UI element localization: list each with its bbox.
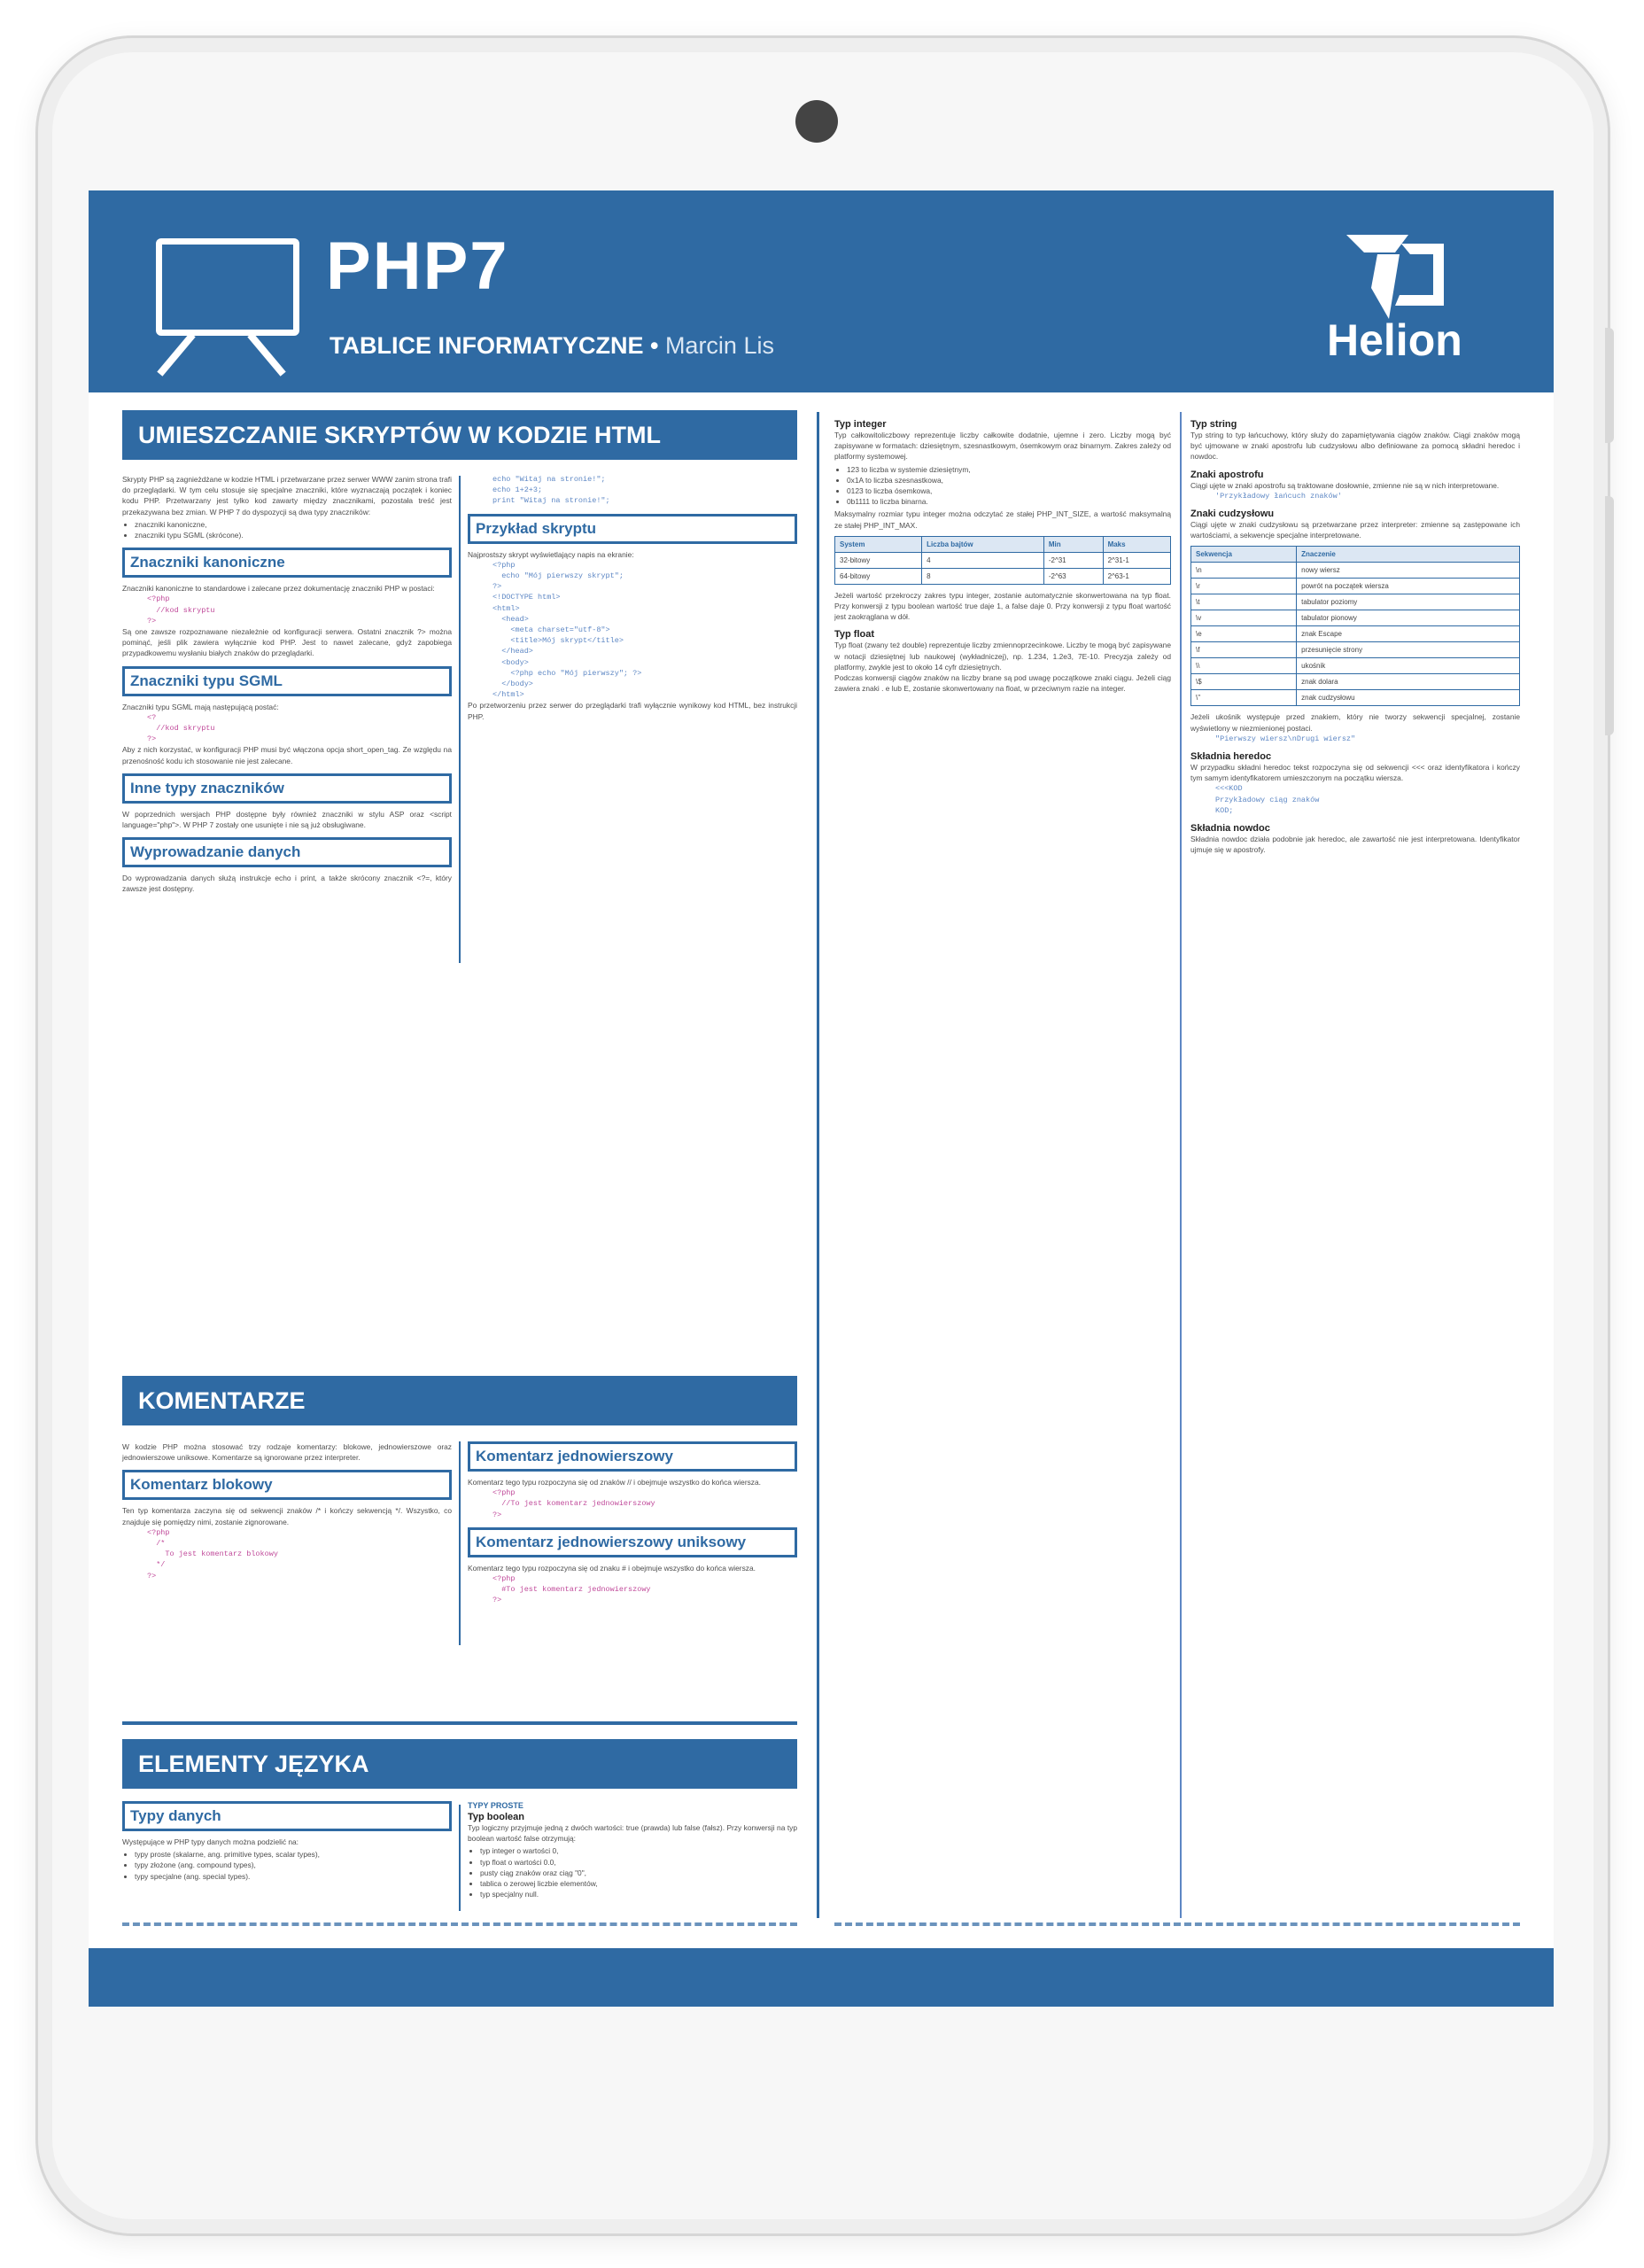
series-name: TABLICE INFORMATYCZNE bbox=[330, 332, 644, 359]
list-item: • typ float o wartości 0.0, bbox=[480, 1857, 797, 1868]
paragraph: Po przetworzeniu przez serwer do przeglądarki trafi wyłącznie wynikowy kod HTML, bez instrukcji PHP. bbox=[468, 701, 797, 721]
paragraph: Składnia nowdoc działa podobnie jak heredoc, ale zawartość nie jest interpretowana. Identyfikator ujmuje się w apostrofy. bbox=[1190, 835, 1520, 855]
code-block: echo "Witaj na stronie!"; echo 1+2+3; print "Witaj na stronie!"; bbox=[492, 475, 610, 506]
column-2 bbox=[468, 474, 797, 722]
side-button bbox=[1605, 496, 1614, 735]
table-cell: \$ bbox=[1191, 674, 1297, 690]
column-2-comments bbox=[468, 1441, 797, 1606]
list-item: • typy specjalne (ang. special types). bbox=[135, 1871, 452, 1882]
page-footer bbox=[89, 1948, 1554, 2007]
paragraph: W poprzednich wersjach PHP dostępne były również znaczniki w stylu ASP oraz <script language="php">. W PHP 7 zostały one usunięte i nie są już obsługiwane. bbox=[122, 809, 452, 830]
paragraph: Występujące w PHP typy danych można podzielić na: bbox=[122, 1837, 299, 1846]
table-cell: 2^63-1 bbox=[1103, 568, 1170, 584]
paragraph: Do wyprowadzania danych służą instrukcje echo i print, a także skrócony znacznik <?=, który zawsze jest dostępny. bbox=[122, 874, 452, 894]
subheading-sgml: Znaczniki typu SGML bbox=[122, 666, 452, 696]
column-2-types bbox=[468, 1801, 797, 1916]
float-heading: Typ float bbox=[834, 629, 875, 641]
column-4 bbox=[1190, 412, 1520, 1909]
paragraph: Maksymalny rozmiar typu integer można odczytać ze stałej PHP_INT_SIZE, a wartość maksymalną ze stałej PHP_INT_MAX. bbox=[834, 509, 1171, 530]
volume-button bbox=[1605, 328, 1614, 443]
paragraph: Aby z nich korzystać, w konfiguracji PHP musi być włączona opcja short_open_tag. Ze względu na przenośność kodu ich stosowanie nie jest zalecane. bbox=[122, 745, 452, 765]
column-3 bbox=[834, 412, 1171, 1909]
intro-text: Skrypty PHP są zagnieżdżane w kodzie HTML i przetwarzane przez serwer WWW zanim strona trafi do przeglądarki. W tym celu stosuje się specjalne znaczniki, które wyznaczają początek i koniec kodu PHP. Przetwarzany jest tylko kod zawarty między znacznikami, pozostała treść jest przekazywana bez zmian. W PHP 7 do dyspozycji są dwa typy znaczników: bbox=[122, 475, 452, 517]
list-item: • 0b1111 to liczba binarna. bbox=[847, 496, 1171, 507]
table-header: Sekwencja bbox=[1191, 547, 1297, 563]
column-1 bbox=[122, 474, 452, 895]
subheading-line-comment: Komentarz jednowierszowy bbox=[468, 1441, 797, 1472]
page-subtitle bbox=[330, 332, 774, 360]
paragraph: Znaczniki kanoniczne to standardowe i zalecane przez dokumentację znaczniki PHP w postaci: bbox=[122, 584, 435, 594]
table-row bbox=[1191, 690, 1520, 706]
paragraph: Jeżeli ukośnik występuje przed znakiem, który nie tworzy sekwencji specjalnej, zostanie wyświetlony w niezmienionej postaci. bbox=[1190, 712, 1520, 733]
section-title-comments: KOMENTARZE bbox=[122, 1376, 797, 1425]
paragraph: Typ string to typ łańcuchowy, który służy do zapamiętywania ciągów znaków. Ciągi znaków mogą być ujmowane w znaki apostrofu lub cudzysłowu albo definiowane za pomocą składni heredoc i nowdoc. bbox=[1190, 431, 1520, 462]
column-divider bbox=[459, 1441, 461, 1645]
boolean-list bbox=[480, 1845, 797, 1899]
table-header: Znaczenie bbox=[1297, 547, 1520, 563]
list-item: • znaczniki typu SGML (skrócone). bbox=[135, 530, 452, 540]
code-block: <?php #To jest komentarz jednowierszowy ?> bbox=[492, 1574, 651, 1605]
code-block: 'Przykładowy łańcuch znaków' bbox=[1215, 491, 1342, 501]
list-item: • typ specjalny null. bbox=[480, 1889, 797, 1899]
code-block: <?php //kod skryptu ?> bbox=[147, 594, 215, 625]
section-title-language-elements: ELEMENTY JĘZYKA bbox=[122, 1739, 797, 1789]
paragraph: Komentarz tego typu rozpoczyna się od znaków // i obejmuje wszystko do końca wiersza. bbox=[468, 1478, 761, 1487]
subheading-canonical: Znaczniki kanoniczne bbox=[122, 548, 452, 578]
code-block: <?php echo "Mój pierwszy skrypt"; ?> bbox=[492, 560, 624, 592]
string-heading: Typ string bbox=[1190, 419, 1237, 430]
table-header: Liczba bajtów bbox=[922, 536, 1044, 552]
integer-heading: Typ integer bbox=[834, 419, 887, 430]
table-row bbox=[835, 568, 1171, 584]
table-header: Maks bbox=[1103, 536, 1170, 552]
table-row bbox=[1191, 563, 1520, 579]
list-item: • 0x1A to liczba szesnastkowa, bbox=[847, 475, 1171, 485]
tag-types-list bbox=[135, 519, 452, 540]
table-row bbox=[835, 552, 1171, 568]
table-cell: \v bbox=[1191, 610, 1297, 626]
column-divider bbox=[1180, 412, 1182, 1918]
section-rule bbox=[122, 1721, 797, 1725]
table-cell: \" bbox=[1191, 690, 1297, 706]
paragraph: W przypadku składni heredoc tekst rozpoczyna się od sekwencji <<< oraz identyfikatora i kończy tym samym identyfikatorem umieszczonym na początku wiersza. bbox=[1190, 763, 1520, 783]
page-divider bbox=[817, 412, 819, 1918]
paragraph: Jeżeli wartość przekroczy zakres typu integer, zostanie automatycznie skonwertowana na typ float. Przy konwersji z typu boolean wartość true daje 1, a false daje 0. Przy konwersji z typu float wartość jest zaokrąglana w dół. bbox=[834, 590, 1171, 622]
paragraph: Ten typ komentarza zaczyna się od sekwencji znaków /* i kończy sekwencją */. Wszystko, co znajduje się pomiędzy nimi, zostanie zignorowane. bbox=[122, 1506, 452, 1526]
table-cell: -2^63 bbox=[1043, 568, 1103, 584]
table-cell: 4 bbox=[922, 552, 1044, 568]
board-leg-left bbox=[157, 332, 195, 377]
paragraph: Znaczniki typu SGML mają następującą postać: bbox=[122, 702, 279, 711]
column-divider bbox=[459, 1805, 461, 1911]
table-row bbox=[1191, 594, 1520, 610]
table-cell: \t bbox=[1191, 594, 1297, 610]
table-cell: nowy wiersz bbox=[1297, 563, 1520, 579]
table-row bbox=[1191, 642, 1520, 658]
paragraph: Typ float (zwany też double) reprezentuje liczby zmiennoprzecinkowe. Liczby te mogą być zapisywane w notacji dziesiętnej lub naukowej (wykładniczej), np. 1.234, 1.2e3, 7E-10. Precyzja zależy od platformy, zwykle jest to około 14 cyfr dziesiętnych. bbox=[834, 641, 1171, 672]
table-cell: tabulator poziomy bbox=[1297, 594, 1520, 610]
table-cell: \e bbox=[1191, 626, 1297, 642]
table-cell: -2^31 bbox=[1043, 552, 1103, 568]
paragraph: Typ logiczny przyjmuje jedną z dwóch wartości: true (prawda) lub false (fałsz). Przy konwersji na typ boolean wartość false otrzymują: bbox=[468, 1823, 797, 1844]
subheading-output: Wyprowadzanie danych bbox=[122, 837, 452, 867]
table-cell: \r bbox=[1191, 579, 1297, 594]
paragraph: Podczas konwersji ciągów znaków na liczby brane są pod uwagę początkowe znaki ciągu. Jeżeli ciąg zawiera znaki . e lub E, zostanie skonwertowany na float, w przeciwnym razie na integer. bbox=[834, 673, 1171, 694]
column-1-types bbox=[122, 1801, 452, 1884]
screen[interactable] bbox=[89, 190, 1554, 2007]
presentation-board-icon bbox=[156, 238, 299, 336]
escape-sequence-table bbox=[1190, 546, 1520, 706]
subheading-data-types: Typy danych bbox=[122, 1801, 452, 1831]
table-cell: przesunięcie strony bbox=[1297, 642, 1520, 658]
subheading-unix-comment: Komentarz jednowierszowy uniksowy bbox=[468, 1527, 797, 1557]
list-item: • typy proste (skalarne, ang. primitive types, scalar types), bbox=[135, 1849, 452, 1860]
heredoc-heading: Składnia heredoc bbox=[1190, 751, 1272, 763]
table-cell: 2^31-1 bbox=[1103, 552, 1170, 568]
paragraph: Ciągi ujęte w znaki apostrofu są traktowane dosłownie, zmienne nie są w nich interpretowane. bbox=[1190, 480, 1500, 490]
table-cell: tabulator pionowy bbox=[1297, 610, 1520, 626]
subheading-block-comment: Komentarz blokowy bbox=[122, 1470, 452, 1500]
author: Marcin Lis bbox=[664, 332, 774, 359]
table-cell: ukośnik bbox=[1297, 658, 1520, 674]
subheading-other-tags: Inne typy znaczników bbox=[122, 773, 452, 804]
table-header: System bbox=[835, 536, 922, 552]
column-divider bbox=[459, 476, 461, 963]
paragraph: Typ całkowitoliczbowy reprezentuje liczby całkowite dodatnie, ujemne i zero. Liczby mogą być zapisywane w formatach: dziesiętnym, szesnastkowym, ósemkowym oraz binarnym. Zakres zależy od platformy systemowej. bbox=[834, 431, 1171, 462]
table-cell: znak cudzysłowu bbox=[1297, 690, 1520, 706]
list-item: • typy złożone (ang. compound types), bbox=[135, 1860, 452, 1870]
table-cell: \f bbox=[1191, 642, 1297, 658]
table-cell: 8 bbox=[922, 568, 1044, 584]
paragraph: Ciągi ujęte w znaki cudzysłowu są przetwarzane przez interpreter: zmienne są zastępowane ich wartościami, a sekwencje specjalne interpretowane. bbox=[1190, 520, 1520, 540]
list-item: • 123 to liczba w systemie dziesiętnym, bbox=[847, 464, 1171, 475]
camera-icon bbox=[795, 100, 838, 143]
types-list bbox=[135, 1849, 452, 1882]
code-block: <<<KOD Przykładowy ciąg znaków KOD; bbox=[1215, 784, 1320, 815]
board-leg-right bbox=[247, 332, 285, 377]
apostrophe-heading: Znaki apostrofu bbox=[1190, 469, 1264, 480]
paragraph: Są one zawsze rozpoznawane niezależnie od konfiguracji serwera. Ostatni znacznik ?> można pominąć, jeśli plik zawiera wyłącznie kod PHP. Jest to nawet zalecane, gdyż zapobiega przypadkowemu wysłaniu białych znaków do przeglądarki. bbox=[122, 627, 452, 658]
code-block: <?php //To jest komentarz jednowierszowy ?> bbox=[492, 1488, 655, 1519]
code-block: <? //kod skryptu ?> bbox=[147, 712, 215, 744]
table-cell: znak dolara bbox=[1297, 674, 1520, 690]
code-block: <!DOCTYPE html> <html> <head> <meta charset="utf-8"> <title>Mój skrypt</title> </head> <body> <?php echo "Mój pierwszy"; ?> </body> </html> bbox=[492, 593, 642, 700]
boolean-heading: Typ boolean bbox=[468, 1812, 524, 1822]
paragraph: Najprostszy skrypt wyświetlający napis na ekranie: bbox=[468, 549, 634, 559]
simple-types-heading: TYPY PROSTE bbox=[468, 1801, 523, 1810]
code-block: "Pierwszy wiersz\nDrugi wiersz" bbox=[1215, 734, 1356, 743]
list-item: • pusty ciąg znaków oraz ciąg "0", bbox=[480, 1868, 797, 1878]
list-item: • znaczniki kanoniczne, bbox=[135, 519, 452, 530]
nowdoc-heading: Składnia nowdoc bbox=[1190, 823, 1270, 835]
code-block: <?php /* To jest komentarz blokowy */ ?> bbox=[147, 1527, 278, 1581]
table-header: Min bbox=[1043, 536, 1103, 552]
table-cell: \\ bbox=[1191, 658, 1297, 674]
integer-range-table bbox=[834, 536, 1171, 585]
list-item: • 0123 to liczba ósemkowa, bbox=[847, 485, 1171, 496]
page-header bbox=[89, 190, 1554, 392]
dashed-rule bbox=[122, 1922, 797, 1926]
table-row bbox=[1191, 579, 1520, 594]
table-cell: znak Escape bbox=[1297, 626, 1520, 642]
helion-logo-icon bbox=[1346, 235, 1444, 319]
page-title: PHP7 bbox=[326, 229, 509, 304]
table-cell: 32-bitowy bbox=[835, 552, 922, 568]
quote-heading: Znaki cudzysłowu bbox=[1190, 509, 1275, 520]
brand-name: Helion bbox=[1327, 315, 1462, 365]
paragraph: Komentarz tego typu rozpoczyna się od znaku # i obejmuje wszystko do końca wiersza. bbox=[468, 1563, 756, 1573]
dashed-rule bbox=[834, 1922, 1520, 1926]
column-1-comments bbox=[122, 1441, 452, 1581]
table-row bbox=[1191, 658, 1520, 674]
subheading-example: Przykład skryptu bbox=[468, 514, 797, 544]
separator: • bbox=[643, 332, 665, 359]
list-item: • tablica o zerowej liczbie elementów, bbox=[480, 1878, 797, 1889]
list-item: • typ integer o wartości 0, bbox=[480, 1845, 797, 1856]
table-cell: 64-bitowy bbox=[835, 568, 922, 584]
paragraph: W kodzie PHP można stosować trzy rodzaje komentarzy: blokowe, jednowierszowe oraz jednowierszowe uniksowe. Komentarze są ignorowane przez interpreter. bbox=[122, 1442, 452, 1463]
table-row bbox=[1191, 610, 1520, 626]
integer-list bbox=[847, 464, 1171, 508]
table-row bbox=[1191, 674, 1520, 690]
table-cell: powrót na początek wiersza bbox=[1297, 579, 1520, 594]
section-title-html-scripts: UMIESZCZANIE SKRYPTÓW W KODZIE HTML bbox=[122, 410, 797, 460]
table-row bbox=[1191, 626, 1520, 642]
table-cell: \n bbox=[1191, 563, 1297, 579]
